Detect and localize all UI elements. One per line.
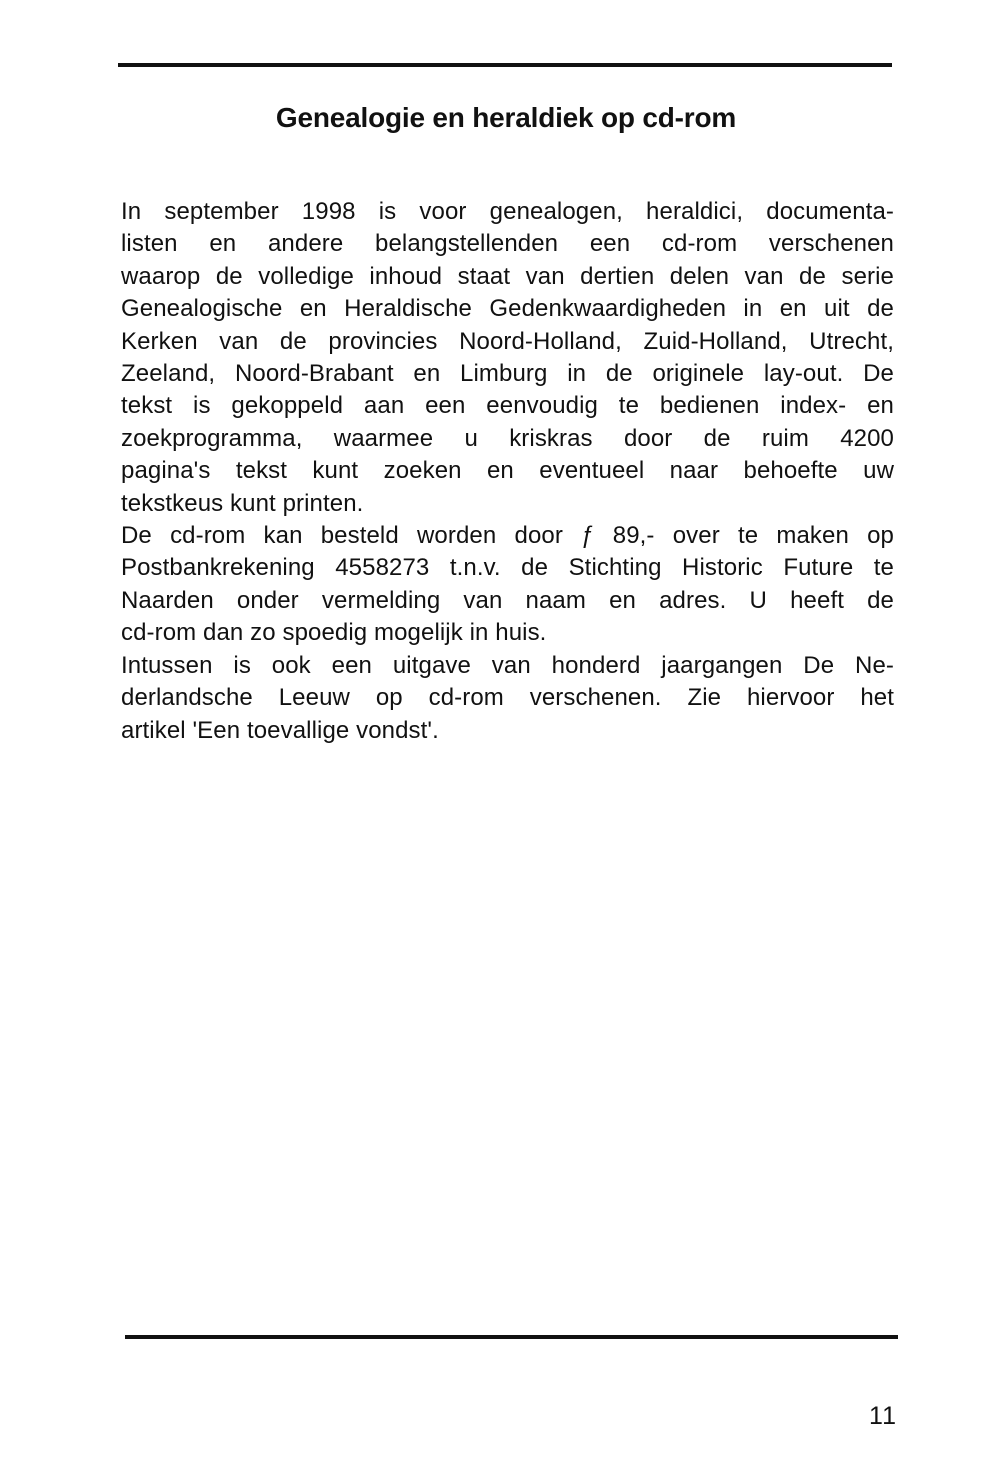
text-line: Postbankrekening 4558273 t.n.v. de Stichting Historic Future te xyxy=(121,554,894,582)
text-line: Intussen is ook een uitgave van honderd jaargangen De Ne- xyxy=(121,651,894,679)
top-rule xyxy=(118,63,892,67)
text-line: De cd-rom kan besteld worden door ƒ 89,- over te maken op xyxy=(121,522,894,550)
text-line: Genealogische en Heraldische Gedenkwaardigheden in en uit de xyxy=(121,295,894,323)
text-line: waarop de volledige inhoud staat van dertien delen van de serie xyxy=(121,262,894,290)
paragraph-related xyxy=(121,650,894,747)
text-line: tekst is gekoppeld aan een eenvoudig te bedienen index- en xyxy=(121,392,894,420)
paragraph-ordering xyxy=(121,520,894,650)
text-line: zoekprogramma, waarmee u kriskras door de ruim 4200 xyxy=(121,424,894,452)
text-line: Kerken van de provincies Noord-Holland, Zuid-Holland, Utrecht, xyxy=(121,327,894,355)
page-title: Genealogie en heraldiek op cd-rom xyxy=(275,102,737,133)
text-line: artikel 'Een toevallige vondst'. xyxy=(121,716,439,744)
paragraph-intro xyxy=(121,196,894,520)
bottom-rule xyxy=(125,1335,898,1339)
page-number: 11 xyxy=(869,1402,897,1430)
text-line: tekstkeus kunt printen. xyxy=(121,489,364,517)
text-line: derlandsche Leeuw op cd-rom verschenen. Zie hiervoor het xyxy=(121,684,894,712)
text-line: Zeeland, Noord-Brabant en Limburg in de originele lay-out. De xyxy=(121,360,894,388)
text-line: cd-rom dan zo spoedig mogelijk in huis. xyxy=(121,619,547,647)
text-line: In september 1998 is voor genealogen, heraldici, documenta- xyxy=(121,198,894,225)
text-line: listen en andere belangstellenden een cd-rom verschenen xyxy=(121,230,894,258)
text-line: pagina's tekst kunt zoeken en eventueel naar behoefte uw xyxy=(121,457,894,485)
text-line: Naarden onder vermelding van naam en adres. U heeft de xyxy=(121,586,894,614)
article-body xyxy=(121,196,894,747)
